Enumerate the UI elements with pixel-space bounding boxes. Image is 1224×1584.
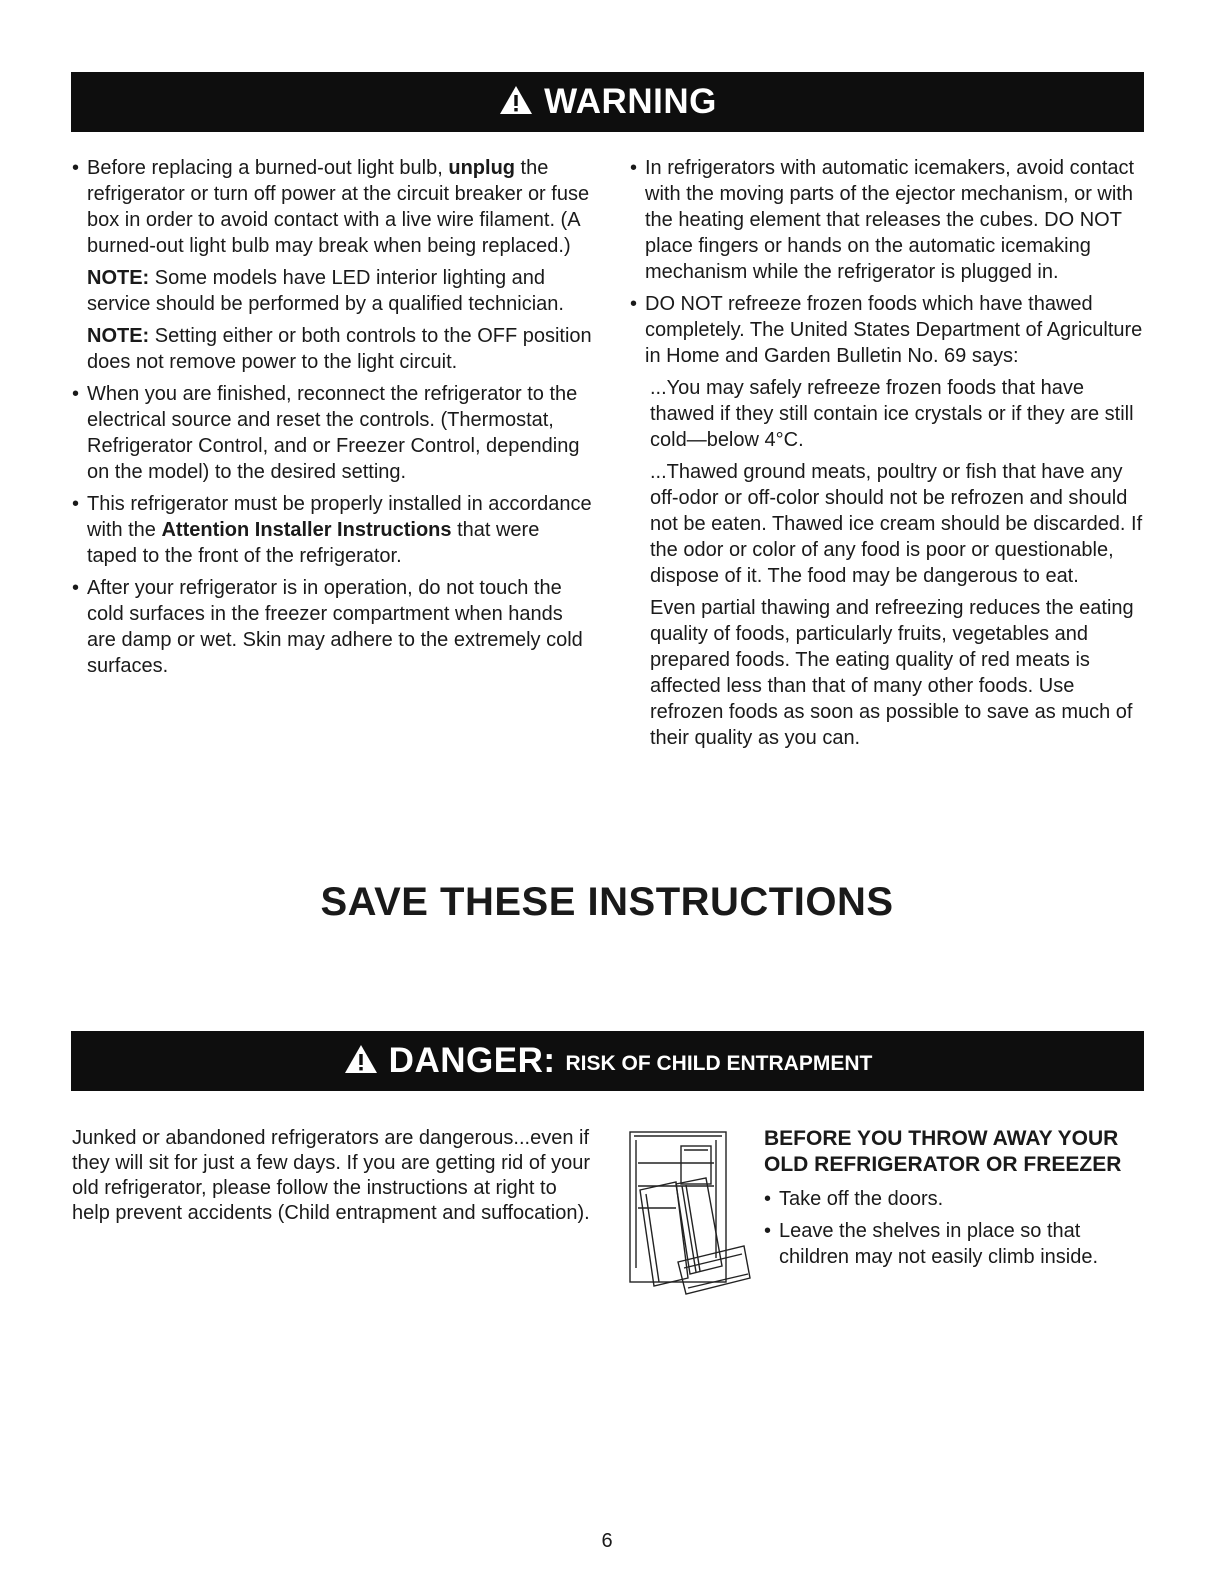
- bullet-refreeze: [630, 291, 1145, 369]
- page-number: 6: [601, 1530, 613, 1552]
- danger-banner: [71, 1031, 1144, 1091]
- junk-paragraph: Junked or abandoned refrigerators are dangerous...even if they will sit for just a few days. If you are getting rid of your old refrigerator, please follow the instructions at right to help prevent accidents (Child entrapment and suffocation).: [72, 1127, 591, 1224]
- warning-banner: [71, 72, 1144, 132]
- before-throw-away-section: [764, 1126, 1154, 1276]
- bullet-dot: •: [72, 157, 80, 179]
- bullet-text: DO NOT refreeze frozen foods which have thawed completely. The United States Department of Agriculture in Home and Garden Bulletin No. 69 says:: [645, 293, 1143, 367]
- bullet-dot: •: [630, 293, 638, 315]
- bullet-text: After your refrigerator is in operation, do not touch the cold surfaces in the freezer compartment when hands are damp or wet. Skin may adhere to the extremely cold surfaces.: [87, 577, 583, 677]
- bullet-text: Before replacing a burned-out light bulb,: [87, 157, 449, 179]
- bullet-dot: •: [764, 1220, 772, 1242]
- warning-label: WARNING: [544, 82, 717, 121]
- bullet-text: that were taped to the front of the refrigerator.: [87, 519, 540, 567]
- bullet-cold-surfaces: [72, 575, 592, 679]
- note-label: NOTE:: [87, 325, 150, 347]
- list-item-text: Leave the shelves in place so that children may not easily climb inside.: [779, 1220, 1099, 1268]
- before-throw-away-heading: BEFORE YOU THROW AWAY YOUR OLD REFRIGERATOR OR FREEZER: [764, 1127, 1122, 1176]
- danger-triangle-icon: [343, 1043, 379, 1080]
- note-label: NOTE:: [87, 267, 150, 289]
- bold-unplug: unplug: [448, 157, 515, 179]
- bullet-dot: •: [630, 157, 638, 179]
- bullet-installed: [72, 491, 592, 569]
- bullet-dot: •: [764, 1188, 772, 1210]
- note-led: [72, 265, 592, 317]
- warning-left-column: [72, 155, 592, 685]
- note-off-position: [72, 323, 592, 375]
- danger-label: DANGER:: [388, 1041, 556, 1080]
- list-item: [764, 1186, 1154, 1212]
- bullet-light-bulb: [72, 155, 592, 259]
- note-text: Some models have LED interior lighting and service should be performed by a qualified technician.: [87, 267, 564, 315]
- warning-right-column: [630, 155, 1145, 757]
- list-item-text: Take off the doors.: [779, 1188, 944, 1210]
- warning-triangle-icon: [498, 84, 534, 121]
- bullet-reconnect: [72, 381, 592, 485]
- bullet-text: In refrigerators with automatic icemakers, avoid contact with the moving parts of the ejector mechanism, or with the heating element that releases the cubes. DO NOT place fingers or hands on the automatic icemaking mechanism while the refrigerator is plugged in.: [645, 157, 1135, 283]
- save-instructions-heading: SAVE THESE INSTRUCTIONS: [320, 880, 894, 924]
- quote-safely-refreeze: ...You may safely refreeze frozen foods that have thawed if they still contain ice crystals or if they are still cold—below 4°C.: [650, 377, 1134, 451]
- bullet-text: When you are finished, reconnect the refrigerator to the electrical source and reset the controls. (Thermostat, Refrigerator Control, and or Freezer Control, depending on the model) to the desired setting.: [87, 383, 580, 483]
- bullet-text: the refrigerator or turn off power at the circuit breaker or fuse box in order to avoid contact with a live wire filament. (A burned-out light bulb may break when being replaced.): [87, 157, 590, 257]
- bullet-dot: •: [72, 493, 80, 515]
- bullet-text: This refrigerator must be properly installed in accordance with the: [87, 493, 592, 541]
- paragraph-partial-thawing: Even partial thawing and refreezing reduces the eating quality of foods, particularly fruits, vegetables and prepared foods. The eating quality of red meats is affected less than that of many other foods. Use refrozen foods as soon as possible to save as much of their quality as you can.: [650, 597, 1134, 749]
- refrigerator-illustration: [626, 1128, 756, 1303]
- list-item: [764, 1218, 1154, 1270]
- bold-attention-installer: Attention Installer Instructions: [161, 519, 452, 541]
- quote-thawed-meats: ...Thawed ground meats, poultry or fish that have any off-odor or off-color should not be refrozen and should not be eaten. Thawed ice cream should be discarded. If the odor or color of any food is poor or questionable, dispose of it. The food may be dangerous to eat.: [650, 461, 1143, 587]
- bullet-dot: •: [72, 577, 80, 599]
- bullet-dot: •: [72, 383, 80, 405]
- danger-subtitle: RISK OF CHILD ENTRAPMENT: [565, 1052, 873, 1075]
- note-text: Setting either or both controls to the OFF position does not remove power to the light circuit.: [87, 325, 592, 373]
- bullet-icemaker: [630, 155, 1145, 285]
